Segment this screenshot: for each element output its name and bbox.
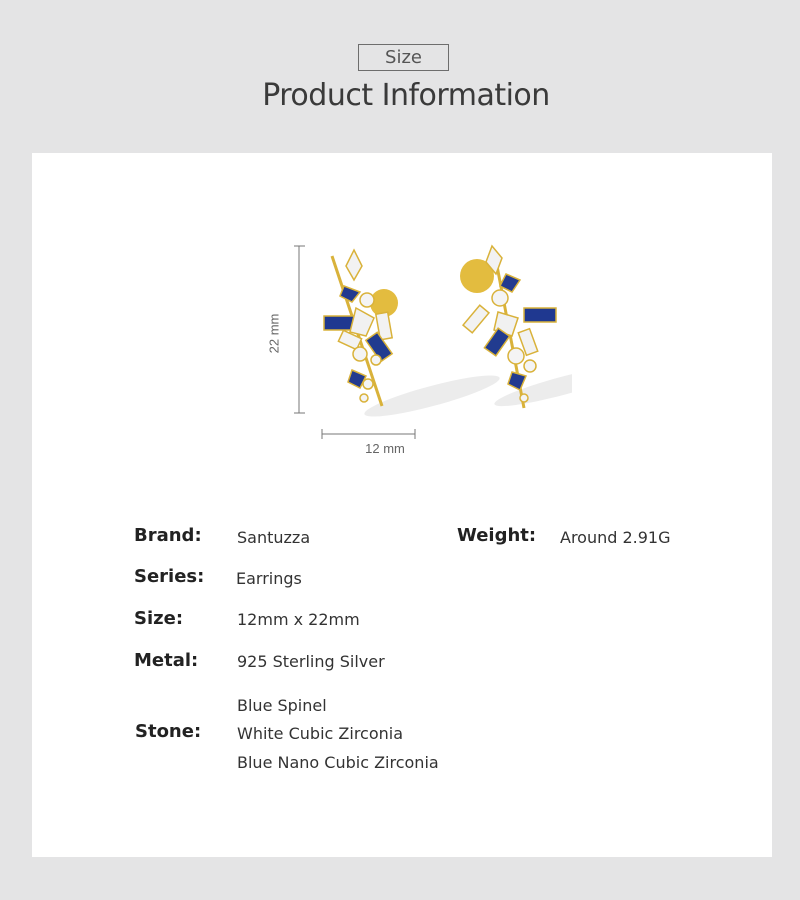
metal-label: Metal: (134, 650, 199, 671)
size-label: Size: (134, 608, 184, 629)
left-earring (324, 250, 398, 406)
height-dimension (266, 304, 292, 364)
stone-label: Stone: (135, 721, 202, 742)
metal-value: 925 Sterling Silver (237, 652, 385, 671)
stone-value-1: Blue Spinel (237, 696, 327, 715)
stone-value-2: White Cubic Zirconia (237, 724, 404, 743)
product-info-card (32, 153, 772, 857)
size-tag: Size (358, 44, 449, 71)
width-label: 12 mm (365, 441, 405, 456)
size-value: 12mm x 22mm (237, 610, 360, 629)
weight-label: Weight: (457, 525, 537, 546)
page-title: Product Information (262, 78, 550, 113)
height-label: 22 mm (266, 313, 282, 354)
earrings-image (272, 238, 572, 468)
weight-value: Around 2.91G (560, 528, 671, 547)
earrings-figure (266, 238, 572, 468)
stone-value-3: Blue Nano Cubic Zirconia (237, 753, 439, 772)
series-value: Earrings (236, 569, 302, 588)
brand-value: Santuzza (237, 528, 311, 547)
series-label: Series: (134, 566, 205, 587)
brand-label: Brand: (134, 525, 202, 546)
